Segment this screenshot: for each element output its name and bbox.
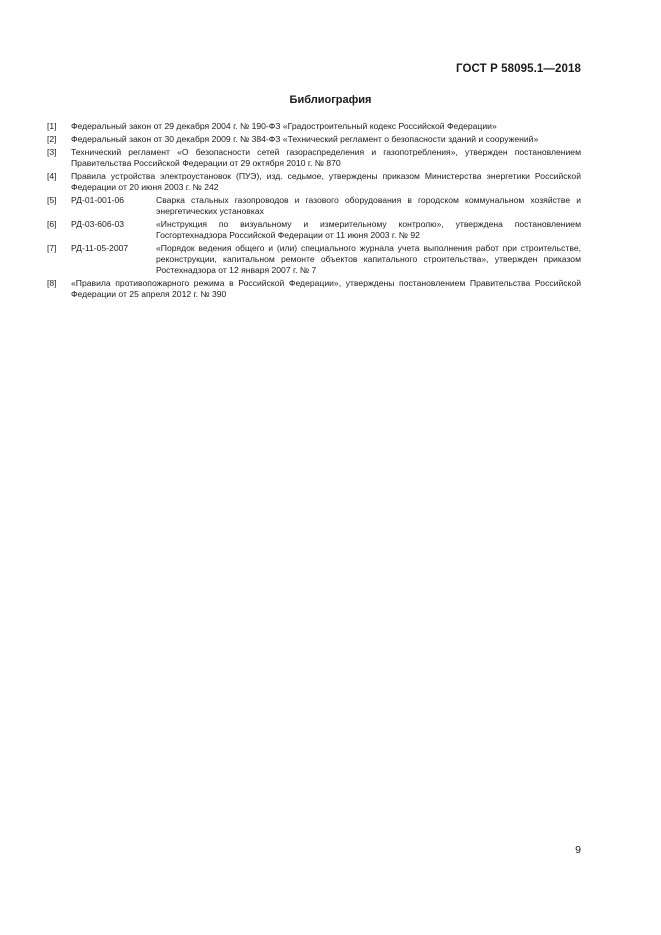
entry-code: РД-11-05-2007 [71, 243, 129, 253]
entry-number: [3] [47, 147, 57, 157]
entry-text: «Порядок ведения общего и (или) специального журнала учета выполнения работ при строительстве, реконструкции, капитальном ремонте объектов капитального строительства», утвержден приказом Ростехнадзора от 12 января 2007 г. № 7 [156, 243, 581, 275]
entry-number: [8] [47, 278, 57, 288]
bibliography-entry [47, 121, 581, 132]
bibliography-entry [47, 219, 581, 241]
bibliography-entry [47, 278, 581, 300]
bibliography-entry [47, 147, 581, 169]
entry-number: [6] [47, 219, 57, 229]
bibliography-entry [47, 243, 581, 276]
document-code: ГОСТ Р 58095.1—2018 [456, 63, 581, 75]
section-title: Библиография [289, 94, 372, 106]
entry-text: «Инструкция по визуальному и измерительному контролю», утверждена постановлением Госгортехнадзора Российской Федерации от 11 июня 2003 г. № 92 [156, 219, 581, 240]
bibliography-list [47, 121, 581, 302]
entry-text: Правила устройства электроустановок (ПУЭ), изд. седьмое, утверждены приказом Министерства энергетики Российской Федерации от 20 июня 2003 г. № 242 [71, 171, 581, 192]
entry-text: Федеральный закон от 29 декабря 2004 г. № 190-ФЗ «Градостроительный кодекс Российской Федерации» [71, 121, 497, 131]
entry-text: Федеральный закон от 30 декабря 2009 г. № 384-ФЗ «Технический регламент о безопасности зданий и сооружений» [71, 134, 539, 144]
entry-number: [4] [47, 171, 57, 181]
bibliography-entry [47, 195, 581, 217]
entry-code: РД-03-606-03 [71, 219, 125, 229]
entry-text: Сварка стальных газопроводов и газового оборудования в городском коммунальном хозяйстве и энергетических установках [156, 195, 581, 216]
bibliography-entry [47, 171, 581, 193]
entry-number: [2] [47, 134, 57, 144]
entry-number: [5] [47, 195, 57, 205]
entry-text: «Правила противопожарного режима в Российской Федерации», утверждены постановлением Правительства Российской Федерации от 25 апреля 2012 г. № 390 [71, 278, 581, 299]
entry-code: РД-01-001-06 [71, 195, 125, 205]
bibliography-entry [47, 134, 581, 145]
entry-number: [1] [47, 121, 57, 131]
page-number: 9 [575, 844, 581, 856]
entry-number: [7] [47, 243, 57, 253]
entry-text: Технический регламент «О безопасности сетей газораспределения и газопотребления», утвержден постановлением Правительства Российской Федерации от 29 октября 2010 г. № 870 [71, 147, 581, 168]
